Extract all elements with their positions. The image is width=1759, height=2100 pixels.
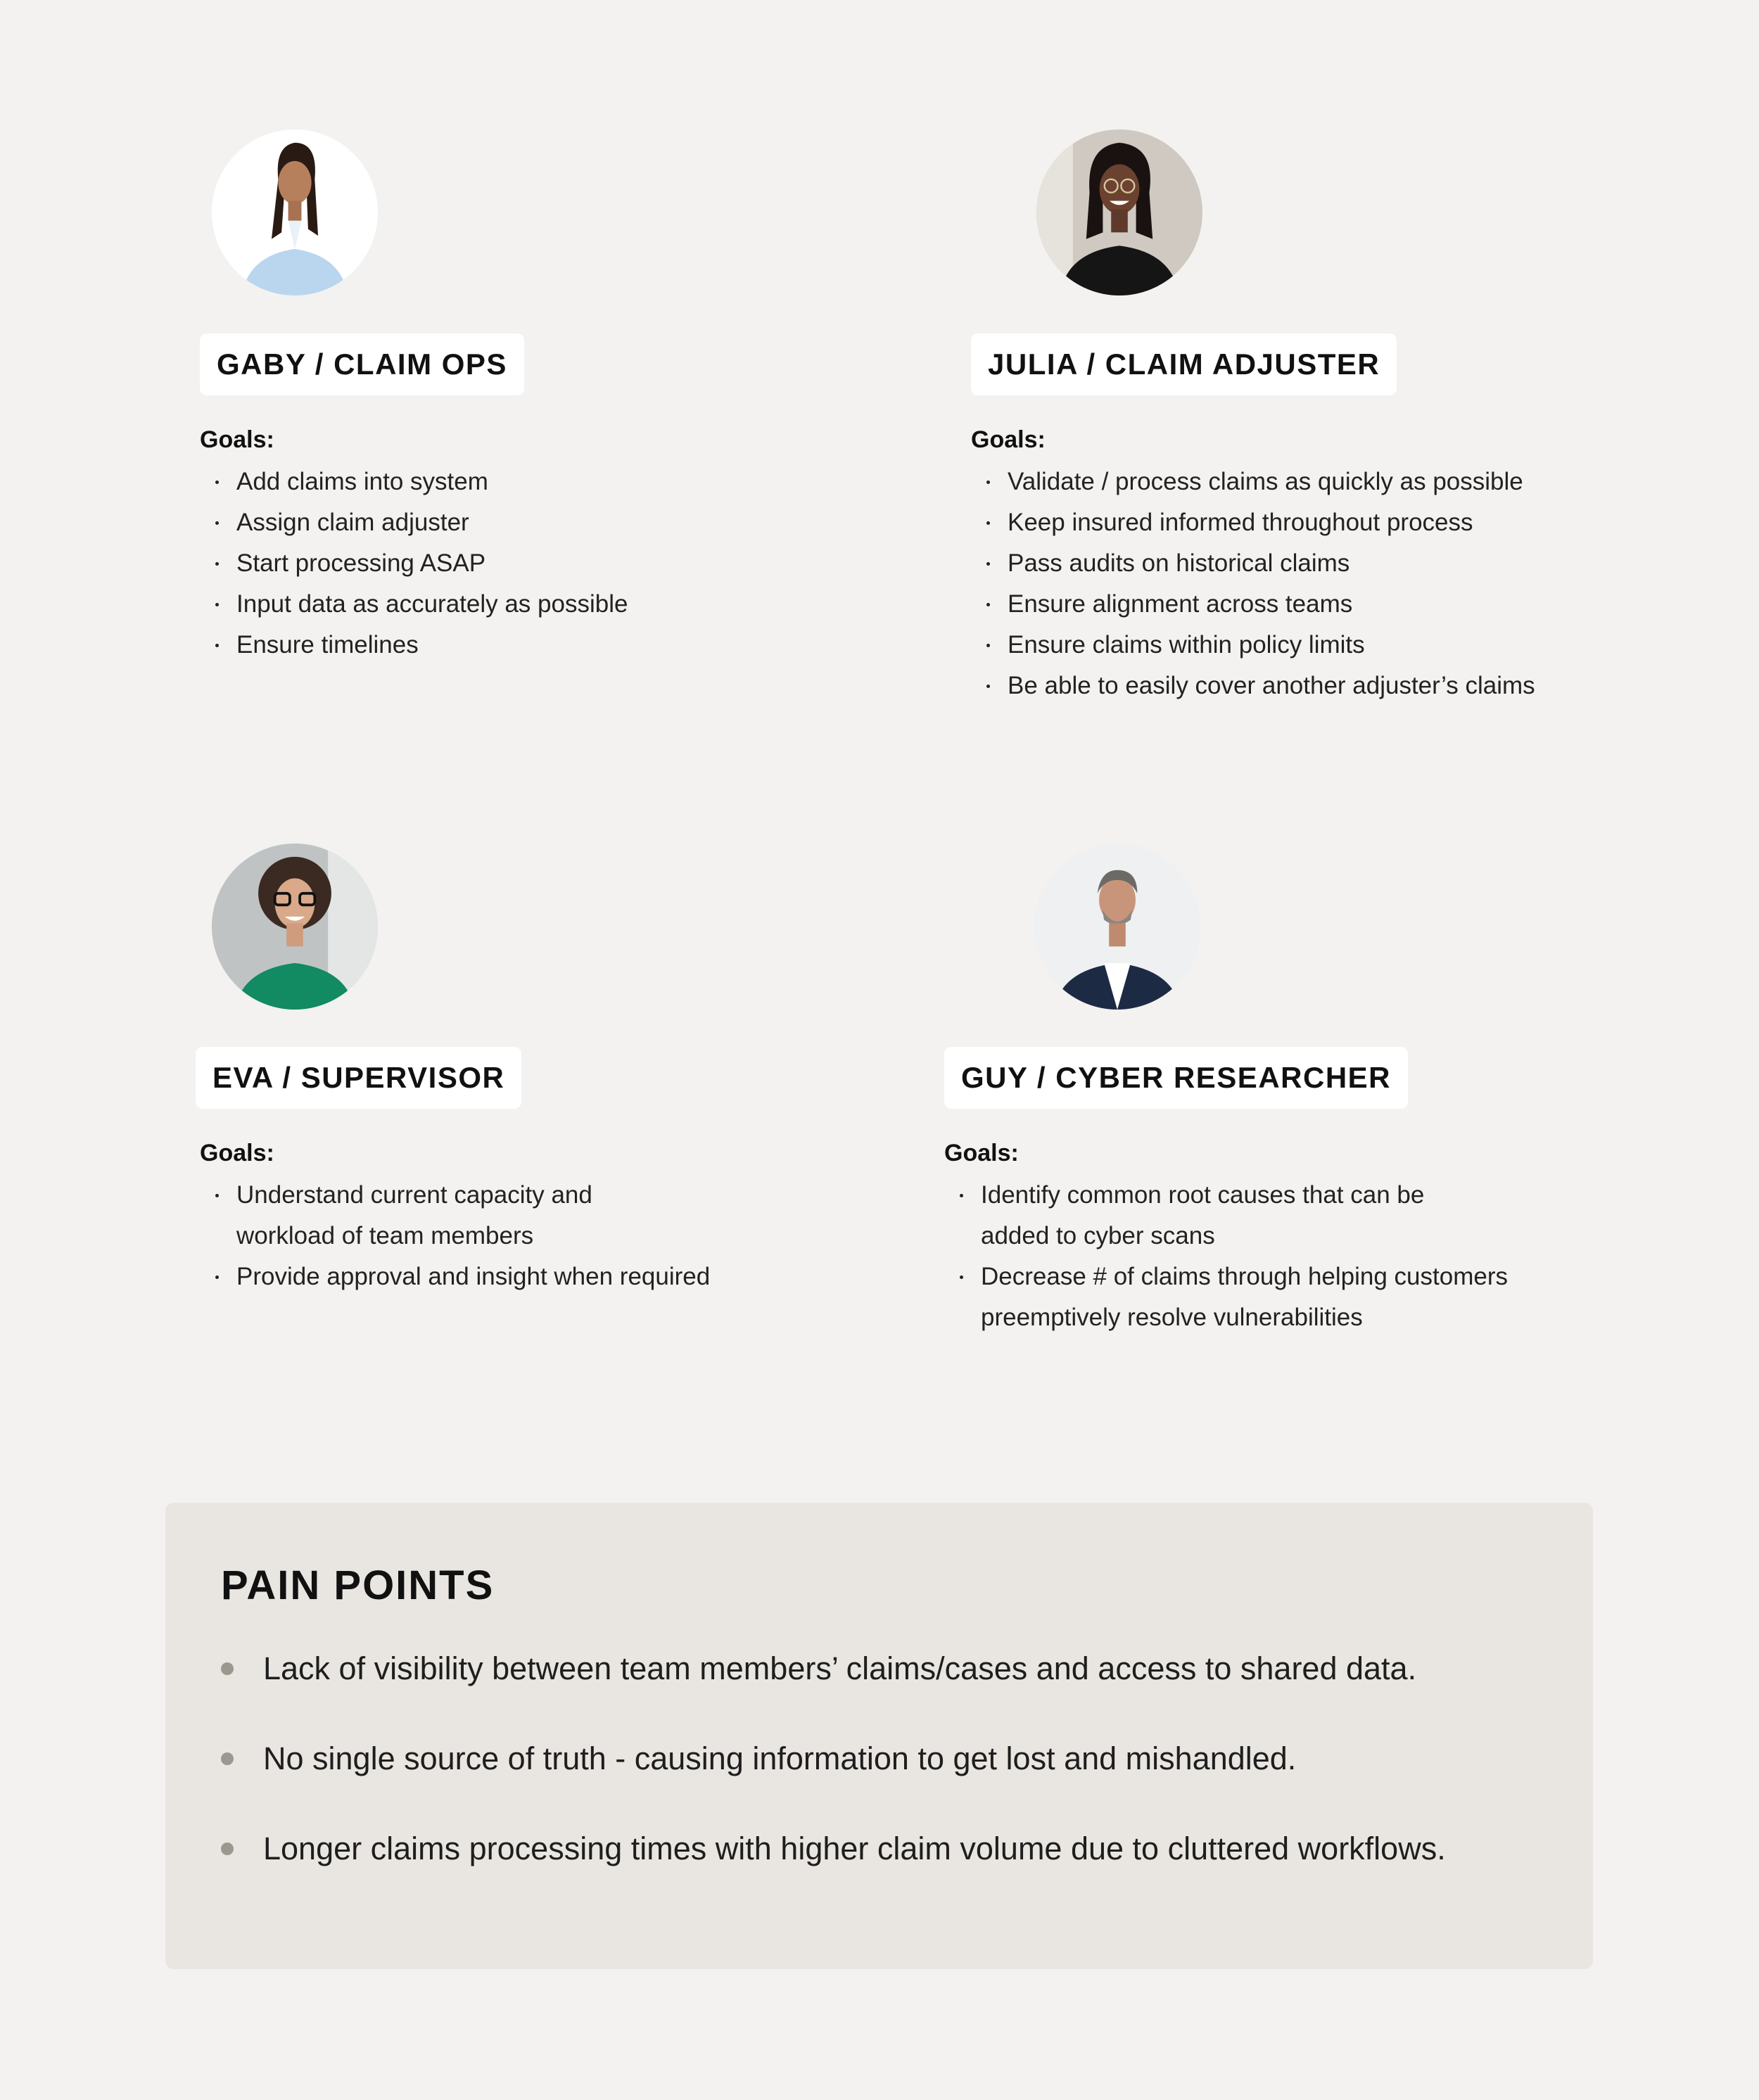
goals-label-gaby: Goals: xyxy=(200,426,274,453)
pain-points-panel xyxy=(165,1503,1593,1969)
pain-point-item: No single source of truth - causing information to get lost and mishandled. xyxy=(221,1733,1446,1824)
goal-item-continuation: workload of team members xyxy=(236,1222,534,1249)
goal-item: Validate / process claims as quickly as possible xyxy=(971,462,1535,502)
pain-point-item: Lack of visibility between team members’ claims/cases and access to shared data. xyxy=(221,1643,1446,1733)
pain-point-item: Longer claims processing times with higher claim volume due to cluttered workflows. xyxy=(221,1824,1446,1914)
goal-item-continuation: added to cyber scans xyxy=(981,1222,1215,1249)
goal-item: Assign claim adjuster xyxy=(200,502,628,543)
goal-item: Ensure timelines xyxy=(200,625,628,666)
woman-light-blue-shirt-photo-icon xyxy=(212,129,378,295)
goal-item: Be able to easily cover another adjuster’s claims xyxy=(971,666,1535,706)
goals-list-gaby xyxy=(200,462,628,666)
goals-label-guy: Goals: xyxy=(944,1140,1019,1166)
goal-item: Identify common root causes that can be xyxy=(944,1175,1508,1216)
avatar-julia xyxy=(1036,129,1202,295)
persona-name-guy: GUY / CYBER RESEARCHER xyxy=(944,1047,1408,1109)
avatar-gaby xyxy=(212,129,378,295)
goals-label-julia: Goals: xyxy=(971,426,1046,453)
goal-item: Keep insured informed throughout process xyxy=(971,502,1535,543)
goal-item-continuation: preemptively resolve vulnerabilities xyxy=(981,1304,1363,1331)
persona-name-gaby: GABY / CLAIM OPS xyxy=(200,333,524,395)
woman-glasses-black-top-photo-icon xyxy=(1036,129,1202,295)
goal-item: Pass audits on historical claims xyxy=(971,543,1535,584)
goal-item: Input data as accurately as possible xyxy=(200,584,628,625)
goals-list-guy xyxy=(944,1175,1508,1338)
goal-item: Start processing ASAP xyxy=(200,543,628,584)
goals-label-eva: Goals: xyxy=(200,1140,274,1166)
goal-item: Ensure alignment across teams xyxy=(971,584,1535,625)
avatar-eva xyxy=(212,844,378,1010)
goal-item: Understand current capacity and xyxy=(200,1175,710,1216)
pain-points-title: PAIN POINTS xyxy=(221,1563,495,1608)
goals-list-eva xyxy=(200,1175,710,1297)
man-navy-suit-photo-icon xyxy=(1034,844,1200,1010)
goal-item: Ensure claims within policy limits xyxy=(971,625,1535,666)
goals-list-julia xyxy=(971,462,1535,706)
pain-points-list xyxy=(221,1643,1446,1914)
goal-item: Add claims into system xyxy=(200,462,628,502)
goal-item: Decrease # of claims through helping customers xyxy=(944,1256,1508,1297)
goal-item: Provide approval and insight when required xyxy=(200,1256,710,1297)
persona-name-eva: EVA / SUPERVISOR xyxy=(196,1047,521,1109)
woman-curly-hair-green-shirt-photo-icon xyxy=(212,844,378,1010)
persona-name-julia: JULIA / CLAIM ADJUSTER xyxy=(971,333,1397,395)
avatar-guy xyxy=(1034,844,1200,1010)
